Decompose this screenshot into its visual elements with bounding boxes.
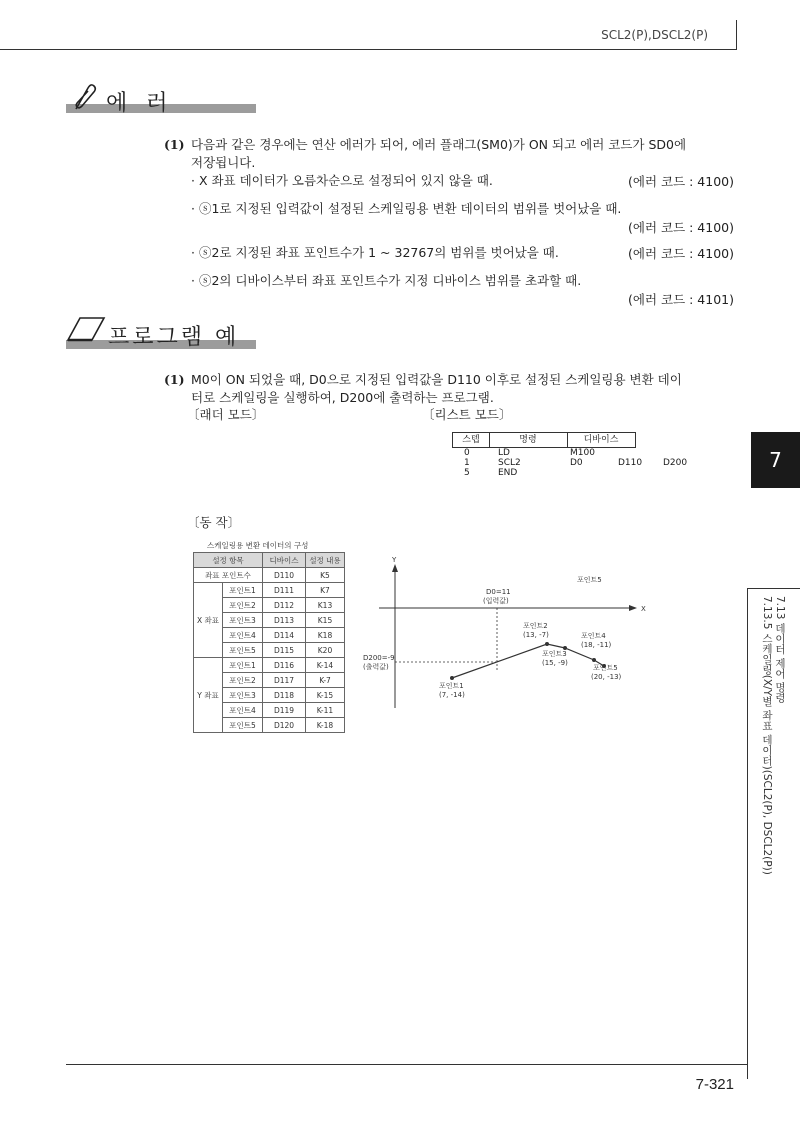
list-command-col bbox=[498, 448, 521, 478]
point-3-name: 포인트3 bbox=[542, 650, 567, 658]
list-device: M100 bbox=[570, 448, 595, 458]
list-header-command: 명령 bbox=[489, 433, 568, 447]
coord-count-device: D110 bbox=[263, 568, 306, 583]
list-command: SCL2 bbox=[498, 458, 521, 468]
x-device: D111 bbox=[263, 583, 306, 598]
coord-count-value: K5 bbox=[306, 568, 345, 583]
d200-label: D200=-9 bbox=[363, 654, 395, 662]
list-device2: D110 bbox=[618, 458, 643, 468]
y-device: D120 bbox=[263, 718, 306, 733]
error-title: 에 러 bbox=[106, 91, 174, 116]
header-title: SCL2(P),DSCL2(P) bbox=[601, 28, 708, 42]
error-bullet-2: · ⓢ1로 지정된 입력값이 설정된 스케일링용 변환 데이터의 범위를 벗어났을 때. bbox=[191, 201, 622, 216]
list-device3: D200 bbox=[663, 458, 688, 468]
operation-label: 〔동 작〕 bbox=[187, 515, 241, 530]
y-axis-label: Y bbox=[392, 556, 397, 564]
list-step: 1 bbox=[464, 458, 470, 468]
x-point: 포인트2 bbox=[223, 598, 263, 613]
x-point: 포인트3 bbox=[223, 613, 263, 628]
error-intro-line2: 저장됩니다. bbox=[191, 155, 256, 170]
x-device: D113 bbox=[263, 613, 306, 628]
side-nav-line1: 7.13 데이터 제어 명령 bbox=[774, 596, 786, 703]
list-device1-col bbox=[570, 448, 595, 468]
list-header-device: 디바이스 bbox=[583, 435, 619, 445]
program-desc-line2: 터로 스케일링을 실행하여, D200에 출력하는 프로그램. bbox=[191, 390, 494, 405]
list-device: D0 bbox=[570, 458, 583, 468]
x-value: K7 bbox=[306, 583, 345, 598]
point-5-coord: (20, -13) bbox=[591, 673, 622, 681]
list-step: 5 bbox=[464, 468, 470, 478]
note-icon bbox=[66, 314, 106, 344]
error-code-2: (에러 코드 : 4100) bbox=[628, 220, 734, 235]
point-5-top-label: 포인트5 bbox=[577, 576, 602, 584]
y-device: D116 bbox=[263, 658, 306, 673]
list-step: 0 bbox=[464, 448, 470, 458]
side-nav-line2: 7.13.5 스케일링(X/Y별 좌표 데이터)(SCL2(P), DSCL2(P)) bbox=[761, 596, 773, 875]
program-desc-line1: M0이 ON 되었을 때, D0으로 지정된 입력값을 D110 이후로 설정된 스케일링용 변환 데이 bbox=[191, 372, 682, 387]
conversion-data-table bbox=[193, 552, 345, 733]
y-axis-arrow bbox=[392, 564, 398, 572]
list-command: LD bbox=[498, 448, 510, 458]
y-value: K-18 bbox=[306, 718, 345, 733]
y-point: 포인트2 bbox=[223, 673, 263, 688]
x-point: 포인트1 bbox=[223, 583, 263, 598]
y-point: 포인트3 bbox=[223, 688, 263, 703]
list-step-col bbox=[464, 448, 470, 478]
y-value: K-7 bbox=[306, 673, 345, 688]
th-value: 설정 내용 bbox=[306, 553, 345, 568]
point-3-coord: (15, -9) bbox=[542, 659, 568, 667]
footer-rule bbox=[66, 1064, 748, 1065]
y-point: 포인트4 bbox=[223, 703, 263, 718]
point-2-coord: (13, -7) bbox=[523, 631, 549, 639]
list-header-step: 스텝 bbox=[453, 433, 490, 447]
x-axis-arrow bbox=[629, 605, 637, 611]
ladder-mode-label: 〔래더 모드〕 bbox=[187, 407, 265, 422]
x-device: D114 bbox=[263, 628, 306, 643]
y-device: D118 bbox=[263, 688, 306, 703]
conversion-data-table-block bbox=[193, 540, 345, 733]
table-caption: 스케일링용 변환 데이터의 구성 bbox=[207, 541, 309, 550]
error-bullet-3: · ⓢ2로 지정된 좌표 포인트수가 1 ~ 32767의 범위를 벗어났을 때. bbox=[191, 245, 559, 260]
th-item: 설정 항목 bbox=[194, 553, 263, 568]
d0-label: D0=11 bbox=[486, 588, 511, 596]
chapter-tab[interactable]: 7 bbox=[751, 432, 800, 488]
coord-count-label: 좌표 포인트수 bbox=[194, 568, 263, 583]
y-value: K-14 bbox=[306, 658, 345, 673]
y-point: 포인트5 bbox=[223, 718, 263, 733]
d0-sublabel: (입력값) bbox=[483, 597, 509, 605]
program-description bbox=[191, 371, 741, 407]
x-point: 포인트4 bbox=[223, 628, 263, 643]
x-value: K20 bbox=[306, 643, 345, 658]
side-nav[interactable] bbox=[760, 596, 786, 875]
pin-icon bbox=[70, 82, 100, 112]
header-divider bbox=[736, 20, 737, 50]
error-bullet-4: · ⓢ2의 디바이스부터 좌표 포인트수가 지정 디바이스 범위를 초과할 때. bbox=[191, 273, 582, 288]
x-axis-label: X bbox=[641, 605, 646, 613]
d200-sublabel: (출력값) bbox=[363, 663, 389, 671]
x-device: D112 bbox=[263, 598, 306, 613]
x-value: K18 bbox=[306, 628, 345, 643]
program-item-number: (1) bbox=[164, 372, 185, 387]
list-mode-label: 〔리스트 모드〕 bbox=[422, 407, 512, 422]
error-bullet-1: · X 좌표 데이터가 오름차순으로 설정되어 있지 않을 때. bbox=[191, 173, 493, 188]
point-4-name: 포인트4 bbox=[581, 632, 606, 640]
header-rule bbox=[0, 49, 737, 50]
y-group-label: Y 좌표 bbox=[194, 658, 223, 733]
error-intro bbox=[191, 136, 741, 172]
x-point: 포인트5 bbox=[223, 643, 263, 658]
point-2-name: 포인트2 bbox=[523, 622, 548, 630]
scaling-line bbox=[452, 644, 604, 678]
error-code-4: (에러 코드 : 4101) bbox=[628, 292, 734, 307]
point-2-marker bbox=[545, 642, 549, 646]
list-header-box bbox=[452, 432, 636, 448]
y-device: D119 bbox=[263, 703, 306, 718]
point-1-coord: (7, -14) bbox=[439, 691, 465, 699]
y-value: K-15 bbox=[306, 688, 345, 703]
point-4-marker bbox=[592, 658, 596, 662]
error-code-1: (에러 코드 : 4100) bbox=[628, 174, 734, 189]
x-device: D115 bbox=[263, 643, 306, 658]
y-point: 포인트1 bbox=[223, 658, 263, 673]
y-device: D117 bbox=[263, 673, 306, 688]
list-command: END bbox=[498, 468, 518, 478]
x-value: K15 bbox=[306, 613, 345, 628]
y-value: K-11 bbox=[306, 703, 345, 718]
scaling-graph bbox=[355, 552, 655, 712]
error-code-3: (에러 코드 : 4100) bbox=[628, 246, 734, 261]
point-4-coord: (18, -11) bbox=[581, 641, 612, 649]
point-5-name: 포인트5 bbox=[593, 664, 618, 672]
th-device: 디바이스 bbox=[263, 553, 306, 568]
page-number: 7-321 bbox=[695, 1076, 734, 1093]
point-1-marker bbox=[450, 676, 454, 680]
point-1-name: 포인트1 bbox=[439, 682, 464, 690]
x-group-label: X 좌표 bbox=[194, 583, 223, 658]
error-intro-line1: 다음과 같은 경우에는 연산 에러가 되어, 에러 플래그(SM0)가 ON 되고 에러 코드가 SD0에 bbox=[191, 137, 687, 152]
program-title: 프로그램 예 bbox=[108, 325, 240, 350]
error-item-number: (1) bbox=[164, 137, 185, 152]
x-value: K13 bbox=[306, 598, 345, 613]
